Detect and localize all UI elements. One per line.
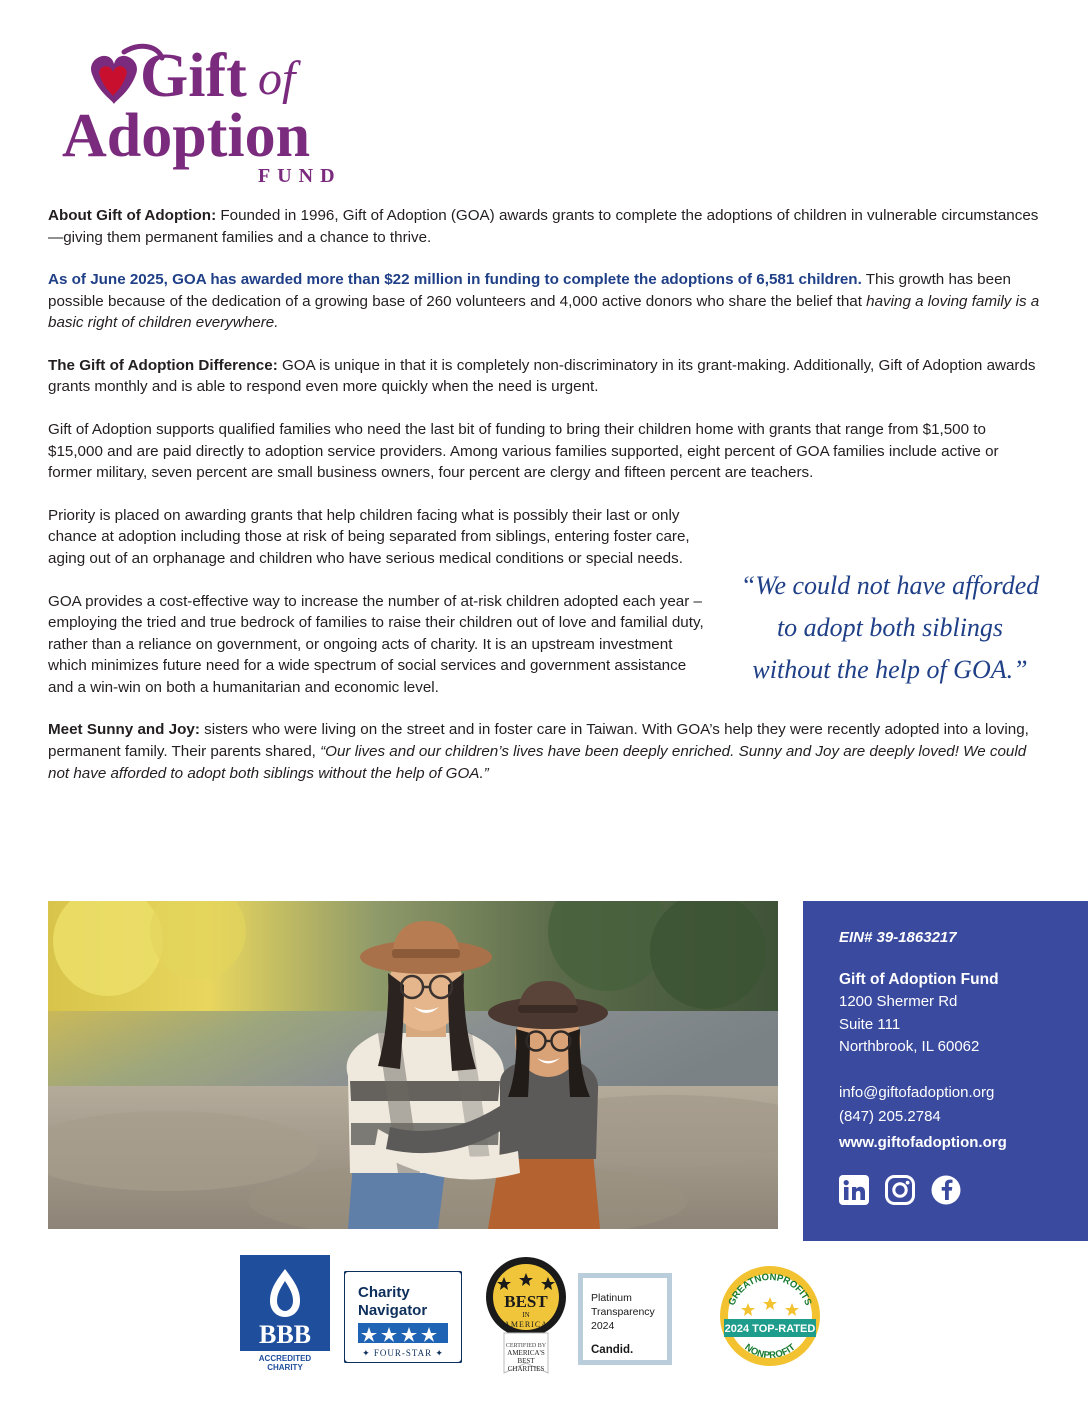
svg-text:Adoption: Adoption xyxy=(62,102,311,170)
organization-name: Gift of Adoption Fund xyxy=(839,971,999,988)
contact-info-panel xyxy=(803,901,1088,1241)
difference-text: GOA is unique in that it is completely non-discriminatory in its grant-making. Additionally, Gift of Adoption awards grants monthly and is able to respond even more quickly when the need is urgent. xyxy=(48,356,1036,396)
impact-text: This growth has been possible because of the dedication of a growing base of 260 volunteers and 4,000 active donors who share the belief that xyxy=(48,271,1011,310)
greatnonprofits-top-rated-badge xyxy=(708,1263,832,1369)
svg-text:Navigator: Navigator xyxy=(358,1302,428,1319)
svg-text:CHARITY: CHARITY xyxy=(267,1363,303,1372)
sunny-joy-quote: “Our lives and our children’s lives have been deeply enriched. Sunny and Joy are deeply loved! We could not have afforded to adopt both siblings without the help of GOA.” xyxy=(48,742,1027,782)
svg-text:CERTIFIED BY: CERTIFIED BY xyxy=(505,1343,547,1349)
phone-number[interactable]: (847) 205.2784 xyxy=(839,1107,941,1125)
svg-text:2024: 2024 xyxy=(591,1320,615,1332)
svg-text:ACCREDITED: ACCREDITED xyxy=(258,1354,312,1363)
candid-platinum-transparency-badge xyxy=(578,1273,672,1365)
difference-lead-in: The Gift of Adoption Difference: xyxy=(48,356,278,374)
svg-text:Transparency: Transparency xyxy=(591,1306,655,1318)
charity-navigator-badge xyxy=(344,1271,462,1363)
paragraph-about xyxy=(48,205,1040,248)
svg-text:2024 TOP-RATED: 2024 TOP-RATED xyxy=(724,1323,816,1335)
gift-of-adoption-logo xyxy=(62,36,382,186)
address-line-1: 1200 Shermer Rd xyxy=(839,993,958,1010)
impact-italic: having a loving family is a basic right of children everywhere. xyxy=(48,292,1040,332)
pull-quote: “We could not have afforded to adopt both siblings without the help of GOA.” xyxy=(740,571,1040,685)
paragraph-priority: Priority is placed on awarding grants that help children facing what is possibly their last or only chance at adoption including those at risk of being separated from siblings, entering foster care, aging out of an orphanage and children who have serious medical conditions or special needs. xyxy=(48,506,690,567)
linkedin-icon[interactable] xyxy=(839,1175,869,1205)
svg-text:BBB: BBB xyxy=(258,1320,312,1349)
sunny-joy-text: sisters who were living on the street and in foster care in Taiwan. With GOA’s help they were recently adopted into a loving, permanent family. Their parents shared, xyxy=(48,721,1029,760)
paragraph-cost-effective: GOA provides a cost-effective way to increase the number of at-risk children adopted each year – employing the tried and true bedrock of families to raise their children out of love and familial duty, rather than a reliance on government, or ongoing acts of charity. It is an upstream investment which minimizes future need for a wide spectrum of social services and government assistance and a win-win on both a humanitarian and economic level. xyxy=(48,592,704,696)
sisters-photo xyxy=(48,901,778,1229)
svg-text:Charity: Charity xyxy=(358,1284,410,1301)
svg-text:of: of xyxy=(258,52,296,105)
website-url[interactable]: www.giftofadoption.org xyxy=(839,1134,1007,1152)
email-address[interactable]: info@giftofadoption.org xyxy=(839,1083,995,1101)
svg-text:AMERICA: AMERICA xyxy=(504,1320,548,1329)
svg-text:Platinum: Platinum xyxy=(591,1292,632,1304)
americas-best-charities-badge xyxy=(476,1255,576,1377)
svg-text:Candid.: Candid. xyxy=(591,1344,634,1356)
instagram-icon[interactable] xyxy=(885,1175,915,1205)
paragraph-difference xyxy=(48,355,1040,398)
svg-text:GREATNONPROFITS: GREATNONPROFITS xyxy=(726,1271,814,1308)
svg-text:CHARITIES: CHARITIES xyxy=(507,1365,545,1373)
svg-text:Gift: Gift xyxy=(140,42,247,110)
svg-text:BEST: BEST xyxy=(504,1292,548,1311)
svg-text:IN: IN xyxy=(522,1311,530,1319)
svg-text:AMERICA'S: AMERICA'S xyxy=(507,1349,545,1357)
social-links xyxy=(839,1175,1088,1205)
svg-text:BEST: BEST xyxy=(517,1357,535,1365)
address-line-3: Northbrook, IL 60062 xyxy=(839,1038,980,1055)
svg-text:FUND: FUND xyxy=(258,165,342,186)
about-lead-in: About Gift of Adoption: xyxy=(48,207,217,224)
paragraph-sunny-and-joy xyxy=(48,719,1040,784)
paragraph-impact xyxy=(48,269,1040,334)
address-line-2: Suite 111 xyxy=(839,1015,901,1033)
svg-text:NONPROFIT: NONPROFIT xyxy=(742,1341,798,1362)
sunny-joy-lead-in: Meet Sunny and Joy: xyxy=(48,721,200,739)
impact-highlight: As of June 2025, GOA has awarded more than $22 million in funding to complete the adoptions of 6,581 children. xyxy=(48,271,862,289)
accreditation-badges xyxy=(48,1255,1040,1385)
bbb-accredited-charity-badge xyxy=(240,1255,330,1373)
svg-text:✦ FOUR-STAR ✦: ✦ FOUR-STAR ✦ xyxy=(362,1348,444,1358)
ein-number: EIN# 39-1863217 xyxy=(839,929,957,946)
about-text: Founded in 1996, Gift of Adoption (GOA) awards grants to complete the adoptions of children in vulnerable circumstances—giving them permanent families and a chance to thrive. xyxy=(48,207,1039,246)
facebook-icon[interactable] xyxy=(931,1175,961,1205)
paragraph-grants: Gift of Adoption supports qualified families who need the last bit of funding to bring their children home with grants that range from $1,500 to $15,000 and are paid directly to adoption service providers. Among various families supported, eight percent of GOA families include active or former military, seven percent are small business owners, four percent are clergy and fifteen percent are teachers. xyxy=(48,421,999,482)
document-body xyxy=(48,205,1040,805)
